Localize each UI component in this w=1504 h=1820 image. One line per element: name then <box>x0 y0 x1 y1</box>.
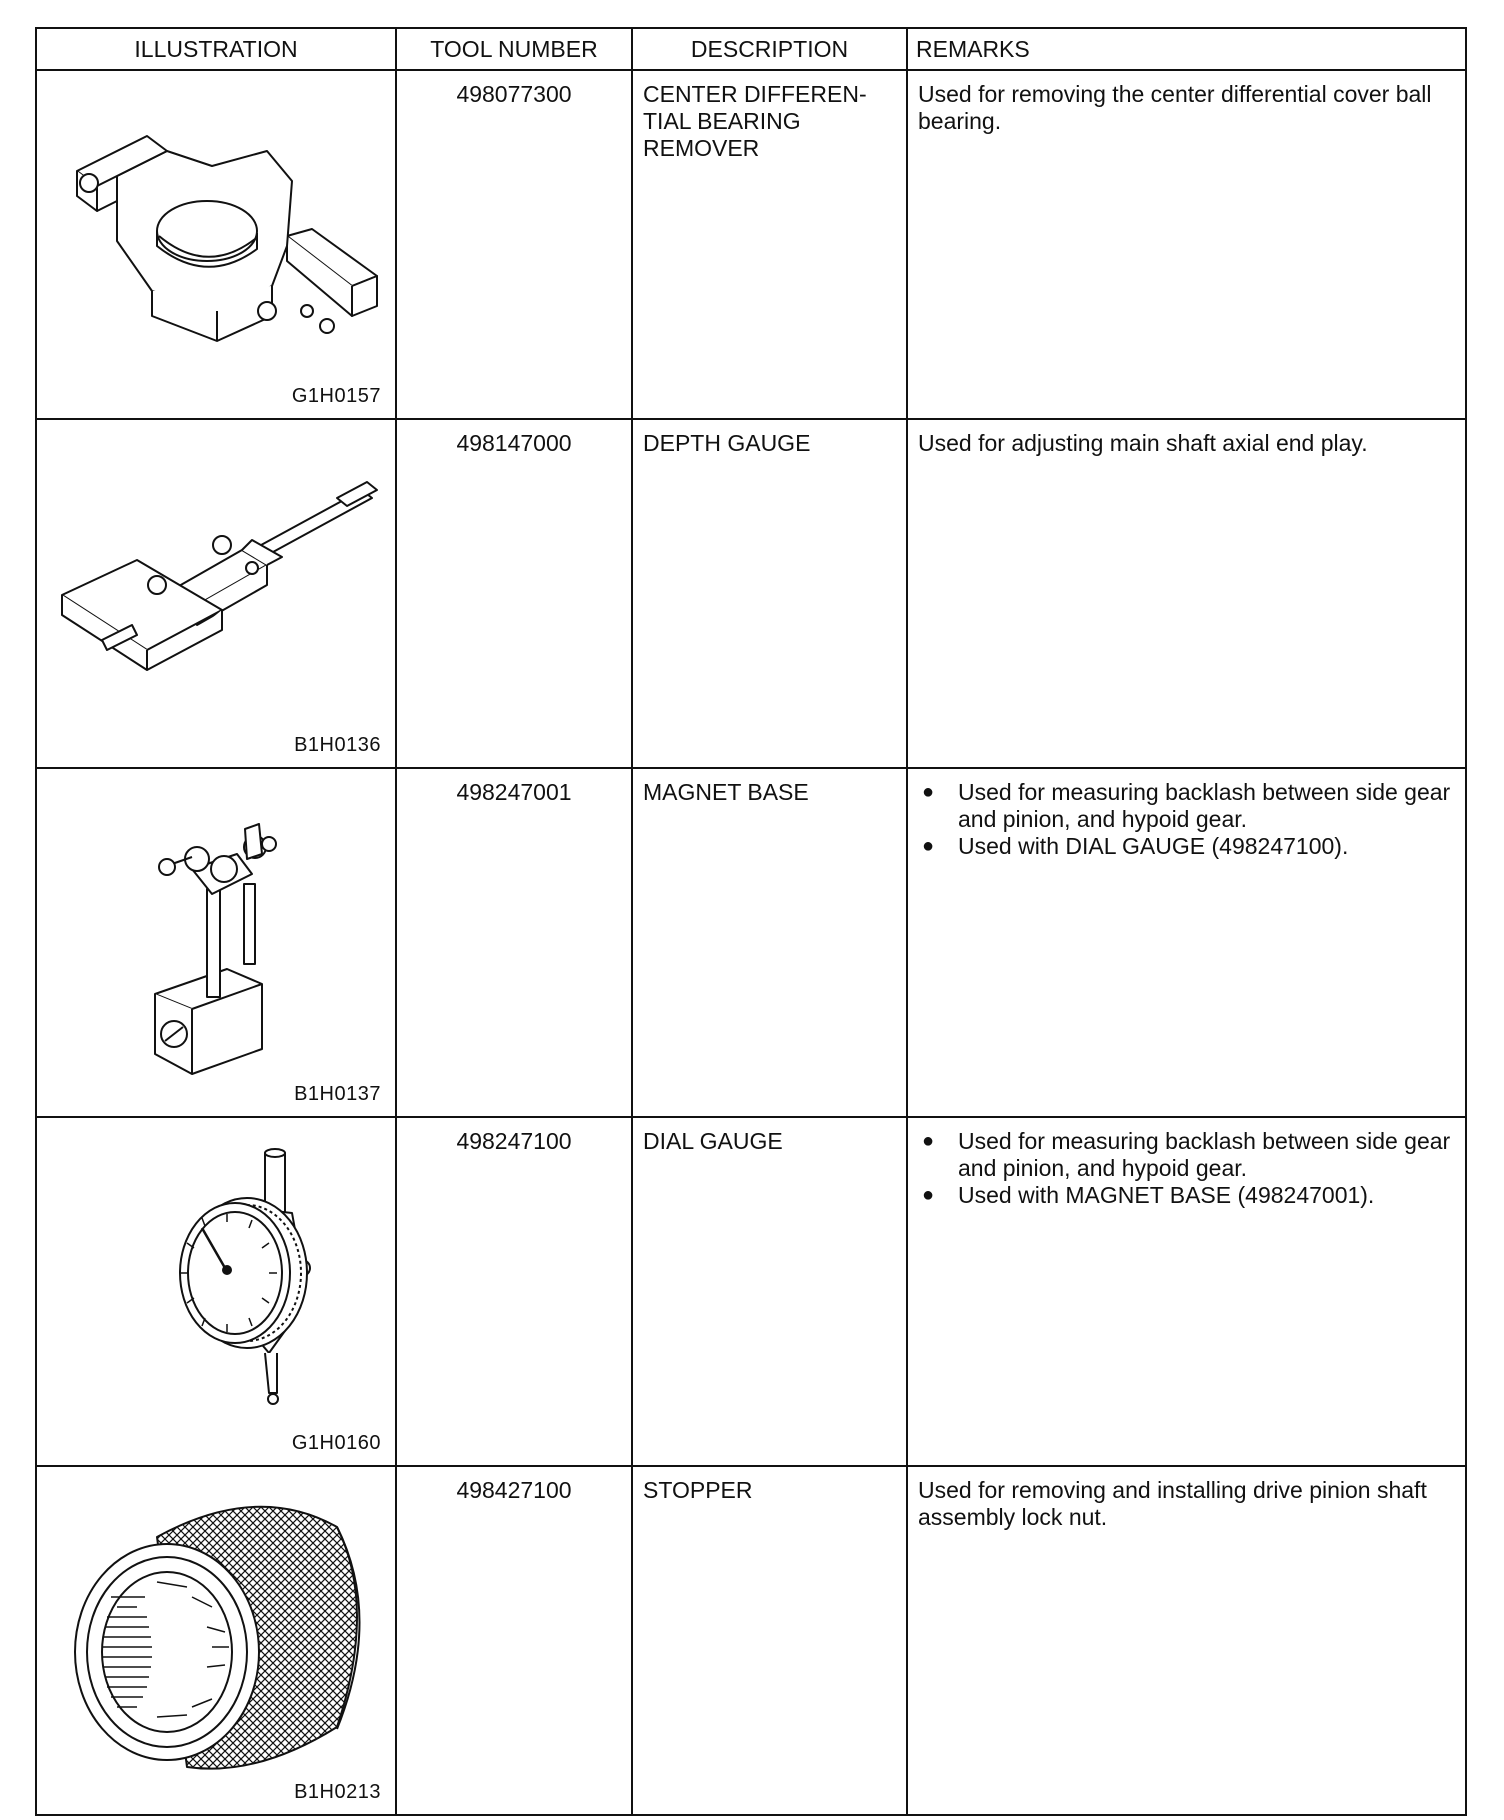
figure-code: B1H0136 <box>294 734 381 756</box>
header-illustration: ILLUSTRATION <box>36 28 396 70</box>
bearing-remover-icon <box>37 71 397 408</box>
tool-number: 498247100 <box>396 1117 632 1466</box>
tool-number: 498427100 <box>396 1466 632 1815</box>
list-item: ● Used for measuring backlash between side gear and pinion, and hypoid gear. <box>958 779 1455 833</box>
list-item: ● Used with DIAL GAUGE (498247100). <box>958 833 1455 860</box>
remarks <box>907 768 1466 1117</box>
remarks: Used for adjusting main shaft axial end play. <box>907 419 1466 768</box>
illustration-cell <box>36 419 396 768</box>
list-item: ● Used for measuring backlash between side gear and pinion, and hypoid gear. <box>958 1128 1455 1182</box>
figure-code: G1H0160 <box>291 1432 381 1454</box>
stopper-icon <box>37 1467 397 1804</box>
illustration-cell <box>36 1466 396 1815</box>
figure-code: G1H0157 <box>291 385 381 407</box>
illustration-cell <box>36 1117 396 1466</box>
header-description: DESCRIPTION <box>632 28 907 70</box>
description <box>632 419 907 768</box>
tool-number: 498247001 <box>396 768 632 1117</box>
remarks: Used for removing and installing drive pinion shaft assembly lock nut. <box>907 1466 1466 1815</box>
illustration-cell <box>36 768 396 1117</box>
remarks-list <box>918 1128 1455 1209</box>
table-row <box>36 1466 1466 1815</box>
remarks <box>907 1117 1466 1466</box>
magnet-base-icon <box>37 769 397 1106</box>
tool-number: 498147000 <box>396 419 632 768</box>
header-remarks: REMARKS <box>907 28 1466 70</box>
remarks: Used for removing the center differential cover ball bearing. <box>907 70 1466 419</box>
list-item: ● Used with MAGNET BASE (498247001). <box>958 1182 1455 1209</box>
description <box>632 768 907 1117</box>
table-row <box>36 768 1466 1117</box>
description-text: DIAL GAUGE <box>643 1128 783 1154</box>
description <box>632 1466 907 1815</box>
dial-gauge-icon <box>37 1118 397 1455</box>
figure-code: B1H0137 <box>294 1083 381 1105</box>
depth-gauge-icon <box>37 420 397 757</box>
illustration-cell <box>36 70 396 419</box>
description-text: DEPTH GAUGE <box>643 430 811 456</box>
remarks-list <box>918 779 1455 860</box>
figure-code: B1H0213 <box>294 1781 381 1803</box>
header-tool-number: TOOL NUMBER <box>396 28 632 70</box>
description-text: MAGNET BASE <box>643 779 809 805</box>
description <box>632 1117 907 1466</box>
description <box>632 70 907 419</box>
header-row <box>36 28 1466 70</box>
description-text: STOPPER <box>643 1477 753 1503</box>
table-row <box>36 70 1466 419</box>
tool-number: 498077300 <box>396 70 632 419</box>
special-tools-table <box>35 27 1467 1816</box>
table-row <box>36 1117 1466 1466</box>
table-row <box>36 419 1466 768</box>
description-text: CENTER DIFFEREN- TIAL BEARING REMOVER <box>643 81 867 161</box>
